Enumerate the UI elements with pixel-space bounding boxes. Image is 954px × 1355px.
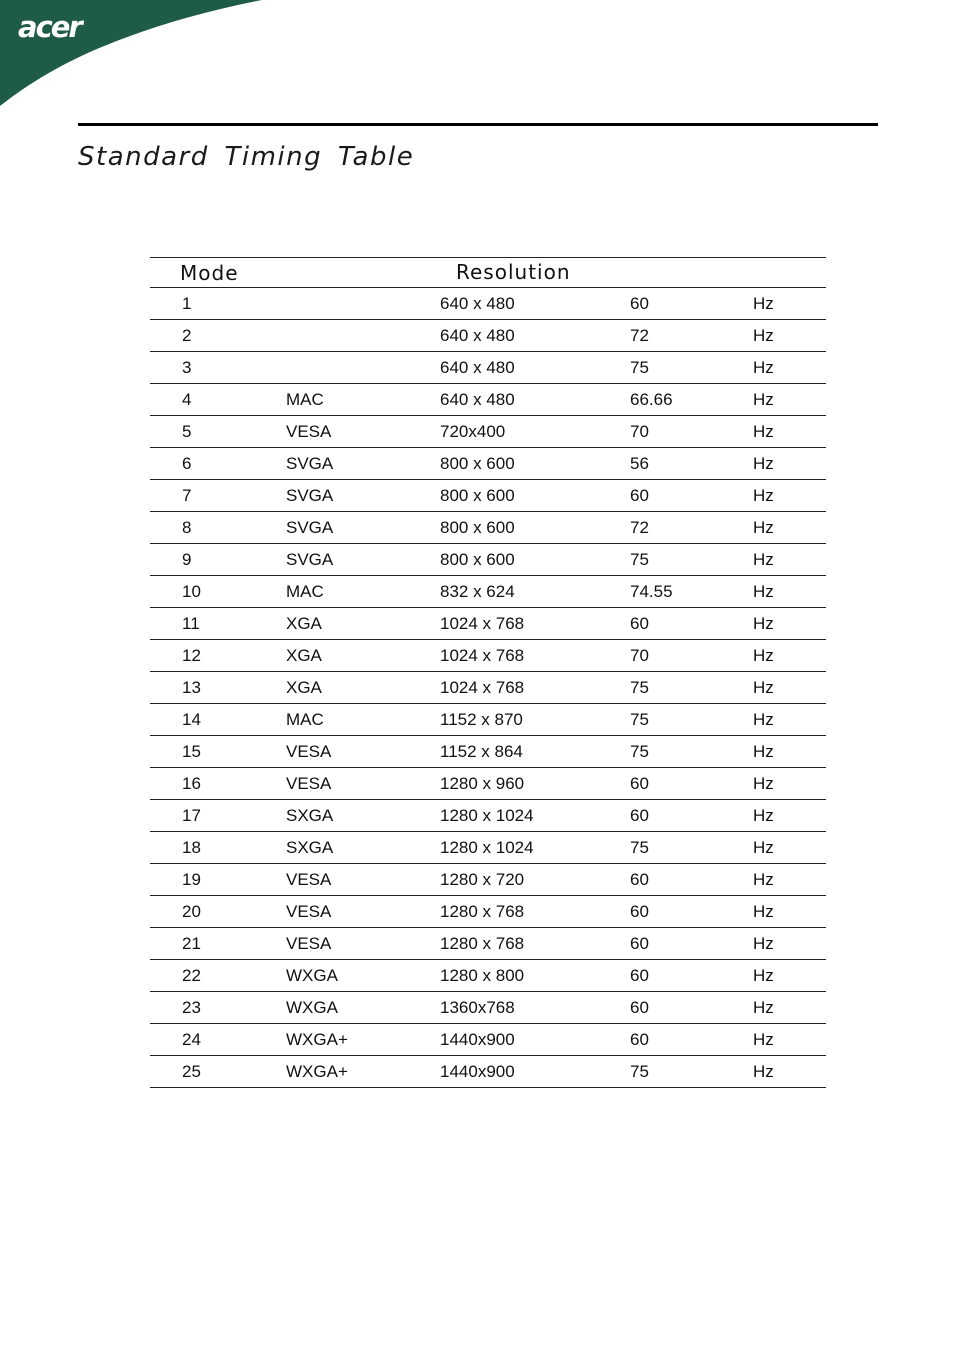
frequency-unit: Hz bbox=[753, 454, 774, 473]
table-row bbox=[150, 607, 826, 639]
page-title: Standard Timing Table bbox=[78, 142, 415, 172]
mode-number: 25 bbox=[182, 1062, 201, 1081]
refresh-rate: 75 bbox=[630, 678, 649, 697]
table-row bbox=[150, 895, 826, 927]
table-row bbox=[150, 575, 826, 607]
resolution-value: 800 x 600 bbox=[440, 454, 515, 473]
table-row bbox=[150, 351, 826, 383]
refresh-rate: 75 bbox=[630, 838, 649, 857]
table-row bbox=[150, 1055, 826, 1087]
resolution-value: 1152 x 864 bbox=[440, 742, 523, 761]
table-top-rule bbox=[150, 257, 826, 258]
resolution-value: 1280 x 1024 bbox=[440, 806, 534, 825]
refresh-rate: 75 bbox=[630, 1062, 649, 1081]
refresh-rate: 60 bbox=[630, 870, 649, 889]
frequency-unit: Hz bbox=[753, 326, 774, 345]
mode-number: 18 bbox=[182, 838, 201, 857]
mode-number: 8 bbox=[182, 518, 192, 537]
resolution-value: 1280 x 768 bbox=[440, 934, 525, 953]
mode-number: 13 bbox=[182, 678, 201, 697]
resolution-value: 800 x 600 bbox=[440, 486, 515, 505]
refresh-rate: 75 bbox=[630, 550, 649, 569]
resolution-value: 1152 x 870 bbox=[440, 710, 523, 729]
mode-name: SVGA bbox=[286, 550, 334, 569]
resolution-value: 1024 x 768 bbox=[440, 678, 525, 697]
table-row bbox=[150, 927, 826, 959]
mode-name: XGA bbox=[286, 678, 322, 697]
resolution-value: 640 x 480 bbox=[440, 294, 515, 313]
frequency-unit: Hz bbox=[753, 422, 774, 441]
header-divider bbox=[78, 123, 878, 126]
mode-name: XGA bbox=[286, 614, 322, 633]
mode-name: MAC bbox=[286, 582, 324, 601]
refresh-rate: 70 bbox=[630, 422, 649, 441]
frequency-unit: Hz bbox=[753, 966, 774, 985]
resolution-value: 1280 x 720 bbox=[440, 870, 525, 889]
mode-name: WXGA bbox=[286, 966, 338, 985]
mode-name: WXGA bbox=[286, 998, 338, 1017]
header-mode: Mode bbox=[180, 261, 239, 285]
table-row bbox=[150, 767, 826, 799]
table-row bbox=[150, 511, 826, 543]
frequency-unit: Hz bbox=[753, 518, 774, 537]
mode-number: 24 bbox=[182, 1030, 201, 1049]
table-row bbox=[150, 415, 826, 447]
frequency-unit: Hz bbox=[753, 934, 774, 953]
mode-number: 17 bbox=[182, 806, 201, 825]
mode-number: 22 bbox=[182, 966, 201, 985]
table-row bbox=[150, 287, 826, 319]
resolution-value: 1280 x 960 bbox=[440, 774, 525, 793]
resolution-value: 1360x768 bbox=[440, 998, 515, 1017]
mode-number: 10 bbox=[182, 582, 201, 601]
table-row bbox=[150, 543, 826, 575]
mode-name: XGA bbox=[286, 646, 322, 665]
refresh-rate: 60 bbox=[630, 966, 649, 985]
frequency-unit: Hz bbox=[753, 294, 774, 313]
mode-name: VESA bbox=[286, 902, 332, 921]
refresh-rate: 60 bbox=[630, 486, 649, 505]
refresh-rate: 60 bbox=[630, 614, 649, 633]
table-row bbox=[150, 319, 826, 351]
table-row bbox=[150, 863, 826, 895]
frequency-unit: Hz bbox=[753, 614, 774, 633]
mode-name: VESA bbox=[286, 742, 332, 761]
frequency-unit: Hz bbox=[753, 390, 774, 409]
resolution-value: 1280 x 1024 bbox=[440, 838, 534, 857]
mode-name: MAC bbox=[286, 710, 324, 729]
mode-number: 3 bbox=[182, 358, 192, 377]
frequency-unit: Hz bbox=[753, 838, 774, 857]
refresh-rate: 60 bbox=[630, 1030, 649, 1049]
frequency-unit: Hz bbox=[753, 742, 774, 761]
refresh-rate: 70 bbox=[630, 646, 649, 665]
acer-logo: acer bbox=[18, 10, 81, 44]
refresh-rate: 60 bbox=[630, 902, 649, 921]
frequency-unit: Hz bbox=[753, 550, 774, 569]
mode-name: SVGA bbox=[286, 486, 334, 505]
frequency-unit: Hz bbox=[753, 646, 774, 665]
frequency-unit: Hz bbox=[753, 806, 774, 825]
refresh-rate: 75 bbox=[630, 710, 649, 729]
mode-number: 21 bbox=[182, 934, 201, 953]
frequency-unit: Hz bbox=[753, 486, 774, 505]
table-row bbox=[150, 671, 826, 703]
mode-name: VESA bbox=[286, 934, 332, 953]
mode-name: SXGA bbox=[286, 806, 334, 825]
mode-name: SVGA bbox=[286, 454, 334, 473]
frequency-unit: Hz bbox=[753, 358, 774, 377]
refresh-rate: 60 bbox=[630, 934, 649, 953]
resolution-value: 640 x 480 bbox=[440, 326, 515, 345]
table-row bbox=[150, 447, 826, 479]
refresh-rate: 75 bbox=[630, 358, 649, 377]
resolution-value: 1024 x 768 bbox=[440, 614, 525, 633]
table-row bbox=[150, 959, 826, 991]
refresh-rate: 60 bbox=[630, 774, 649, 793]
frequency-unit: Hz bbox=[753, 870, 774, 889]
mode-number: 9 bbox=[182, 550, 192, 569]
mode-number: 11 bbox=[182, 614, 200, 633]
mode-number: 1 bbox=[182, 294, 192, 313]
table-row bbox=[150, 703, 826, 735]
mode-name: MAC bbox=[286, 390, 324, 409]
refresh-rate: 60 bbox=[630, 998, 649, 1017]
resolution-value: 640 x 480 bbox=[440, 358, 515, 377]
table-row bbox=[150, 479, 826, 511]
refresh-rate: 74.55 bbox=[630, 582, 673, 601]
mode-name: SXGA bbox=[286, 838, 334, 857]
refresh-rate: 60 bbox=[630, 294, 649, 313]
table-row bbox=[150, 1023, 826, 1055]
frequency-unit: Hz bbox=[753, 998, 774, 1017]
resolution-value: 1280 x 800 bbox=[440, 966, 525, 985]
frequency-unit: Hz bbox=[753, 1030, 774, 1049]
frequency-unit: Hz bbox=[753, 710, 774, 729]
mode-number: 12 bbox=[182, 646, 201, 665]
mode-number: 7 bbox=[182, 486, 192, 505]
table-row bbox=[150, 735, 826, 767]
mode-name: VESA bbox=[286, 422, 332, 441]
mode-number: 14 bbox=[182, 710, 201, 729]
resolution-value: 1440x900 bbox=[440, 1030, 515, 1049]
mode-name: WXGA+ bbox=[286, 1062, 348, 1081]
refresh-rate: 56 bbox=[630, 454, 649, 473]
table-row bbox=[150, 831, 826, 863]
mode-number: 6 bbox=[182, 454, 192, 473]
table-row bbox=[150, 383, 826, 415]
frequency-unit: Hz bbox=[753, 774, 774, 793]
mode-number: 19 bbox=[182, 870, 201, 889]
frequency-unit: Hz bbox=[753, 678, 774, 697]
mode-number: 15 bbox=[182, 742, 201, 761]
mode-number: 2 bbox=[182, 326, 192, 345]
mode-name: VESA bbox=[286, 774, 332, 793]
frequency-unit: Hz bbox=[753, 902, 774, 921]
refresh-rate: 66.66 bbox=[630, 390, 673, 409]
mode-name: VESA bbox=[286, 870, 332, 889]
resolution-value: 1024 x 768 bbox=[440, 646, 525, 665]
table-row bbox=[150, 991, 826, 1023]
mode-number: 20 bbox=[182, 902, 201, 921]
frequency-unit: Hz bbox=[753, 582, 774, 601]
resolution-value: 1280 x 768 bbox=[440, 902, 525, 921]
mode-number: 5 bbox=[182, 422, 192, 441]
refresh-rate: 72 bbox=[630, 326, 649, 345]
resolution-value: 800 x 600 bbox=[440, 550, 515, 569]
resolution-value: 640 x 480 bbox=[440, 390, 515, 409]
frequency-unit: Hz bbox=[753, 1062, 774, 1081]
table-row bbox=[150, 639, 826, 671]
mode-number: 4 bbox=[182, 390, 192, 409]
refresh-rate: 75 bbox=[630, 742, 649, 761]
mode-name: WXGA+ bbox=[286, 1030, 348, 1049]
resolution-value: 800 x 600 bbox=[440, 518, 515, 537]
table-row bbox=[150, 799, 826, 831]
mode-number: 16 bbox=[182, 774, 201, 793]
mode-number: 23 bbox=[182, 998, 201, 1017]
row-divider bbox=[150, 1087, 826, 1088]
mode-name: SVGA bbox=[286, 518, 334, 537]
resolution-value: 1440x900 bbox=[440, 1062, 515, 1081]
header-resolution: Resolution bbox=[456, 260, 571, 284]
resolution-value: 832 x 624 bbox=[440, 582, 515, 601]
refresh-rate: 60 bbox=[630, 806, 649, 825]
resolution-value: 720x400 bbox=[440, 422, 506, 441]
refresh-rate: 72 bbox=[630, 518, 649, 537]
